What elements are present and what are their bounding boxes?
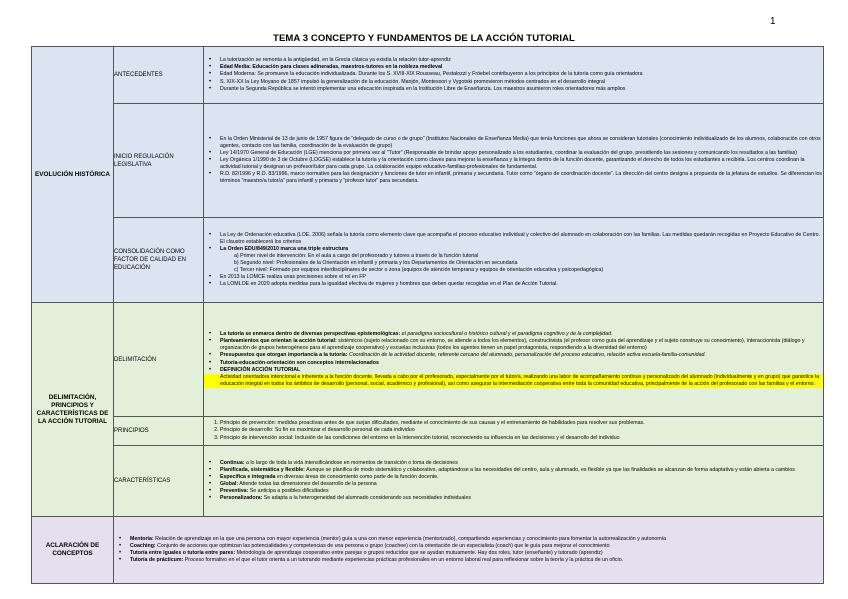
list-item: • Edad Moderna: Se promueve la educación individualizada. Durante los S. XVIII-XIX Rousseau, Pestalozzi y Fröebel contribuyeron a los principios de la tutoría como guía orientadora [220,71,823,78]
row-consolidacion [32,218,824,303]
list-item: • Continua: a lo largo de toda la vida intensificándose en momentos de transición o toma de decisiones [220,460,823,467]
list-item: • Edad Media: Educación para clases adineradas, maestros-tutores en la nobleza medieval [220,64,823,71]
row-principios [32,417,824,446]
list-item: • La tutoría se enmarca dentro de diversas perspectivas epistemológicas: el paradigma sociocultural o histórico cultural y el paradigma cognitivo y de la complejidad. [220,331,823,338]
document-title: TEMA 3 CONCEPTO Y FUNDAMENTOS DE LA ACCIÓN TUTORIAL [273,33,575,44]
list-item: • Tutoría-educación-orientación son conceptos interrelacionados [220,360,823,367]
list-item: • La tutorización se remonta a la antigüedad, en la Grecia clásica ya existía la relación tutor-aprendiz [220,57,823,64]
list-item: • La Ley de Ordenación educativa (LOE, 2006) señala la tutoría como elemento clave que acompaña el proceso educativo individual y colectivo del alumnado en colaboración con las familias. Las medidas quedarán recogidas en Proyecto Educativo de Centro. El claustro establecerá los criterios [220,232,823,246]
list-item: • La Orden EDU/849/2010 marca una triple estructura a) Primer nivel de intervención: En el aula a cargo del profesorado y tutores a través de la función tutorial b) Segundo nivel: Profesionales de la Orientación en infantil y primaria y los Departamentos de Orientación en secundaria c) Tercer nivel: Formado por equipos interdisciplinares de sector o zona (equipos de atención temprana y equipos de orientación educativa y psicopedagógica) [220,246,823,274]
list-item: • Tutoría de prácticum: Proceso formativo en el que el tutor orienta a un tutorando mediante experiencias prácticas profesionales en un entorno laboral real para reflexionar sobre la teoría y la práctica de un oficio. [130,557,823,564]
list-item: 1. Principio de prevención: medidas proactivas antes de que surjan dificultades, mediante el conocimiento de sus causas y el entrenamiento de habilidades para resolver sus problemas. [220,420,823,427]
page-number: 1 [770,16,776,27]
list-item: • Ley Orgánica 1/1990 de 3 de Octubre (LOGSE) establece la tutoría y la orientación como claves para mejorar la enseñanza y la integra dentro de la función docente, garantizando el derecho de todos los estudiantes a recibirla. Los centros coordinan la actividad tutorial y designan un profesor/tutor para cada grupo. La colaboración equipo educativo-familias-profesionales de fundamental. [220,157,823,171]
list-item: • Coaching: Conjunto de acciones que optimizan las potencialidades y competencias de una persona o grupo (coachee) con la orientación de un especialista (coach) que le guía para mejorar el conocimiento [130,543,823,550]
list-item: • Planteamientos que orientan la acción tutorial: sistémicos (sujeto relacionado con su entorno, se atiende a todos los elementos), constructivista (el profesor como guía del aprendizaje y el sujeto construye su conocimiento), interaccionista (diálogo y organización de grupos heterogéneos para el aprendizaje cooperativo) y escuelas inclusivas (todos los agentes tienen un papel protagonista, respondiendo a la diversidad del entorno) [220,338,823,352]
row-inicio [32,104,824,218]
list-item: • En 2013 la LOMCE realiza unas precisiones sobre el rol en FP [220,274,823,281]
list-item: • R.D. 82/1996 y R.D. 83/1996, marco normativo para las designación y funciones de tutor en infantil, primaria y secundaria. Tutor como “órgano de coordinación docente”. La dirección del centro designa a propuesta de la jefatura de estudios. Se diferencian los términos “maestro/a tutor/a” para infantil y primaria y “profesor tutor” para secundaria. [220,171,823,185]
principios-content [204,417,824,446]
list-item: • Preventiva: Se anticipa a posibles dificultades [220,488,823,495]
row-caracteristicas [32,446,824,517]
list-item: • DEFINICIÓN ACCIÓN TUTORIAL [220,367,823,374]
caracteristicas-content [204,446,824,517]
list-item: • Ley 14/1970 General de Educación (LGE) menciona por primera vez al “Tutor” (Responsable de brindar apoyo personalizado a los estudiantes, coordinar la evaluación del grupo, presidiendo las sesiones y comunicando los resultados a las familias) [220,150,823,157]
list-item: • En la Orden Ministerial de 13 de junio de 1957 figura de “delegado de curso o de grupo” (Institutos Nacionales de Enseñanza Media) que tenía funciones que ahora se consideran tutoriales (conocimiento individualizado de los alumnos, colaboración con otros agentes, contacto con las familia, coordinación de la evaluación de grupo) [220,136,823,150]
list-item: • Específica e integrada en diversas áreas de conocimiento como parte de la función docente. [220,474,823,481]
antecedentes-content [204,47,824,104]
list-item: • La LOMLOE en 2020 adopta medidas para la igualdad efectiva de mujeres y hombres que deben quedar recogidas en el Plan de Acción Tutorial. [220,281,823,288]
list-item: • Mentoría: Relación de aprendizaje en la que una persona con mayor experiencia (mentor) guía a una con menor experiencia (mentorizado), compartiendo experiencias y conocimiento para fomentar la autorrealización y autonomía [130,536,823,543]
sublist-item: c) Tercer nivel: Formado por equipos interdisciplinares de sector o zona (equipos de atención temprana y equipos de orientación educativa y psicopedagógica) [234,267,604,274]
summary-table [31,46,824,584]
section-evolucion-label: EVOLUCIÓN HISTÓRICA [32,47,114,303]
list-item: • Personalizadora: Se adapta a la heterogeneidad del alumnado considerando sus necesidades individuales [220,495,823,502]
sub-caracteristicas-label: CARACTERÍSTICAS [114,446,204,517]
sub-principios-label: PRINCIPIOS [114,417,204,446]
definition-highlight: Actividad orientadora intencional e inherente a la función docente, llevada a cabo por el profesorado, especialmente por el tutor/a, realizando una labor de acompañamiento continuo y personalizado del alumnado (individualmente y en grupo) que garantice la educación integral en todos los ámbitos de desarrollo (personal, social, académico y profesional), así como asegurar la intermediación cooperativa entre toda la comunidad educativa, principalmente de la acción del profesorado con las familias y el entorno. [204,374,823,388]
consolidacion-content [204,218,824,303]
section-delimitacion-label: DELIMITACIÓN, PRINCIPIOS Y CARACTERÍSTICAS DE LA ACCIÓN TUTORIAL [32,303,114,517]
list-item: • S. XIX-XX la Ley Moyano de 1857 impulsó la generalización de la educación. Manjón, Montessori y Vygotski promovieron métodos centrados en el desarrollo integral [220,79,823,86]
list-item: 3. Principio de intervención social: Inclusión de las condiciones del entorno en la intervención tutorial, reconociendo su influencia en las decisiones y el desarrollo del individuo [220,435,823,442]
inicio-content [204,104,824,218]
list-item: • Durante la Segunda República se intentó implementar una educación inspirada en la Institución Libre de Enseñanza. Los maestros asumieron roles orientadores más amplios [220,86,823,93]
row-aclaracion [32,517,824,584]
sub-antecedentes-label: ANTECEDENTES [114,47,204,104]
list-item: • Presupuestos que otorgan importancia a la tutoría: Coordinación de la actividad docente, referente cercano del alumnado, personalización del proceso educativo, relación activa escuela-familia-comunidad. [220,352,823,359]
section-aclaracion-label: ACLARACIÓN DE CONCEPTOS [32,517,114,584]
aclaracion-content [114,517,824,584]
sub-delimitacion-label: DELIMITACIÓN [114,303,204,417]
list-item: • Global: Atiende todas las dimensiones del desarrollo de la persona [220,481,823,488]
sublist-item: b) Segundo nivel: Profesionales de la Orientación en infantil y primaria y los Departamentos de Orientación en secundaria [234,260,518,266]
sub-inicio-label: INICIO REGULACIÓN LEGISLATIVA [114,104,204,218]
list-item: • Tutoría entre iguales o tutoría entre pares: Metodología de aprendizaje cooperativo entre parejas o grupos reducidos que se ayudan mutuamente. Hay dos roles, tutor (enseñante) y tutorado (aprendiz) [130,550,823,557]
sub-consolidacion-label: CONSOLIDACIÓN COMO FACTOR DE CALIDAD EN EDUCACIÓN [114,218,204,303]
list-item: 2. Principio de desarrollo: Su fin es maximizar el desarrollo personal de cada individuo [220,427,823,434]
list-item: • Planificada, sistemática y flexible: Aunque se planifica de modo sistemático y colaborativo, adaptándose a las necesidades del centro, aula y alumnado, es flexible ya que las finalidades se alcanzan de forma adaptativa y están abierta a cambios [220,467,823,474]
row-delimitacion [32,303,824,417]
sublist-item: a) Primer nivel de intervención: En el aula a cargo del profesorado y tutores a través de la función tutorial [234,252,479,259]
row-antecedentes [32,47,824,104]
delimitacion-content [204,303,824,417]
